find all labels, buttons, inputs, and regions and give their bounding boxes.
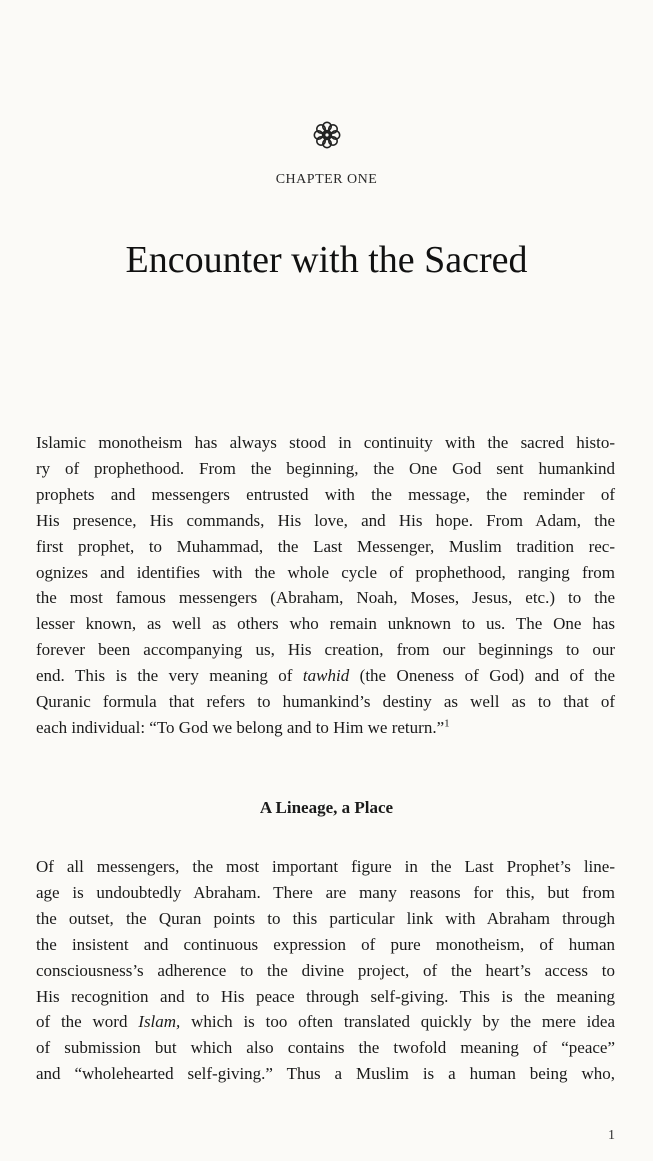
italic-term: Islam, — [138, 1012, 181, 1032]
page-number: 1 — [608, 1128, 615, 1143]
text-line: prophets and messengers entrusted with the message, the reminder of — [36, 484, 615, 504]
text-line: consciousness’s adherence to the divine project, of the heart’s access to — [36, 960, 615, 980]
text-segment: each individual: “To God we belong and to Him we return.” — [36, 717, 445, 737]
paragraph-1 — [36, 430, 615, 741]
text-segment: of the word — [36, 1012, 139, 1032]
text-line: ognizes and identifies with the whole cycle of prophethood, ranging from — [36, 562, 615, 582]
text-line: the outset, the Quran points to this particular link with Abraham through — [36, 908, 615, 928]
text-line: forever been accompanying us, His creation, from our beginnings to our — [36, 640, 615, 660]
text-line: the insistent and continuous expression of pure monotheism, of human — [36, 934, 615, 954]
text-line — [36, 715, 615, 741]
text-line: age is undoubtedly Abraham. There are many reasons for this, but from — [36, 882, 615, 902]
text-line: and “wholehearted self-giving.” Thus a Muslim is a human being who, — [36, 1064, 615, 1084]
flower-ornament-icon — [312, 120, 342, 150]
text-line: Quranic formula that refers to humankind’s destiny as well as to that of — [36, 692, 615, 712]
chapter-title: Encounter with the Sacred — [125, 239, 528, 281]
text-line: of submission but which also contains the twofold meaning of “peace” — [36, 1038, 615, 1058]
text-line: first prophet, to Muhammad, the Last Messenger, Muslim tradition rec- — [36, 536, 615, 556]
footnote-marker[interactable]: 1 — [444, 717, 450, 730]
text-line: Of all messengers, the most important figure in the Last Prophet’s line- — [36, 857, 615, 876]
text-segment: (the Oneness of God) and of the — [349, 666, 615, 686]
text-line — [36, 1009, 615, 1035]
text-line: Islamic monotheism has always stood in continuity with the sacred histo- — [36, 433, 615, 452]
section-heading: A Lineage, a Place — [259, 798, 394, 817]
text-line: His presence, His commands, His love, and His hope. From Adam, the — [36, 510, 615, 530]
italic-term: tawhid — [302, 666, 350, 686]
text-line: the most famous messengers (Abraham, Noah, Moses, Jesus, etc.) to the — [36, 588, 615, 608]
text-segment: end. This is the very meaning of — [36, 666, 303, 686]
text-line — [36, 663, 615, 689]
paragraph-2 — [36, 854, 615, 1087]
text-line: His recognition and to His peace through self-giving. This is the meaning — [36, 986, 615, 1006]
text-segment: which is too often translated quickly by the mere idea — [180, 1012, 615, 1032]
chapter-label: CHAPTER ONE — [275, 172, 378, 187]
text-line: ry of prophethood. From the beginning, the One God sent humankind — [36, 458, 615, 478]
text-line: lesser known, as well as others who remain unknown to us. The One has — [36, 614, 615, 634]
